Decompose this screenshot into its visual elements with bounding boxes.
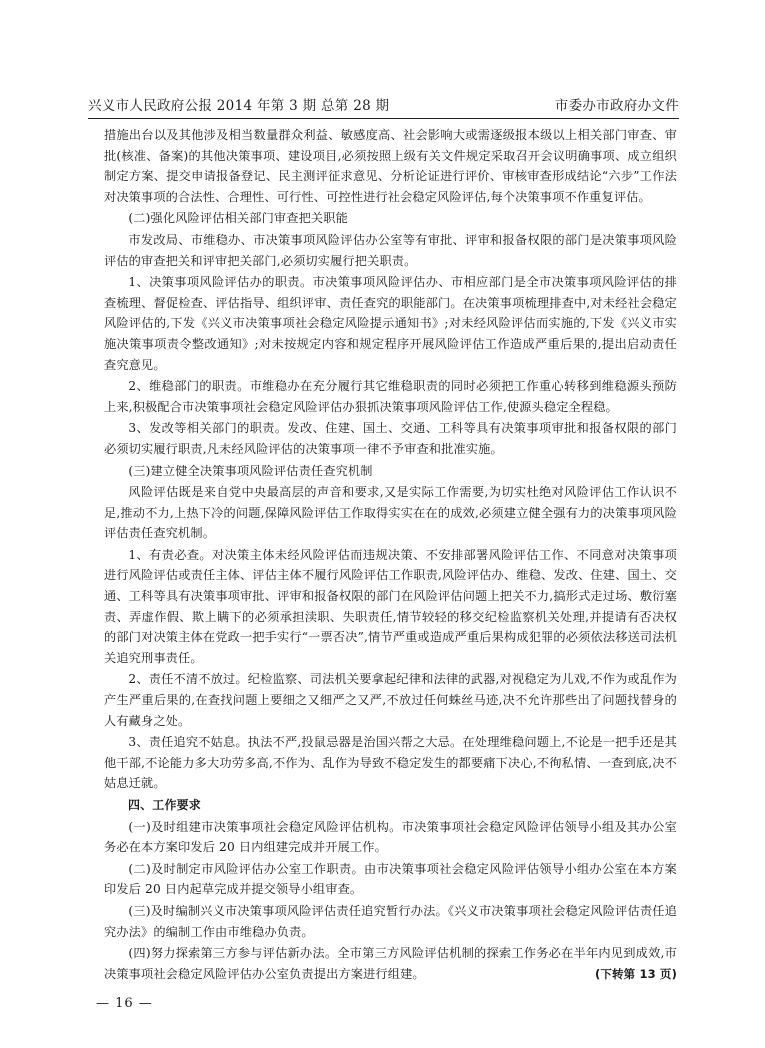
body-paragraph: (二)及时制定市风险评估办公室工作职责。由市决策事项社会稳定风险评估领导小组办公室在本方案印发后 20 日内起草完成并提交领导小组审查。	[104, 861, 677, 897]
body-paragraph: 2、责任不清不放过。纪检监察、司法机关要拿起纪律和法律的武器,对视稳定为儿戏,不作为或乱作为产生严重后果的,在查找问题上要细之又细严之又严,不放过任何蛛丝马迹,决不允许那些出了问题找替身的人有藏身之处。	[104, 672, 677, 728]
page-header	[88, 90, 679, 119]
document-body	[104, 125, 677, 985]
body-paragraph: 1、决策事项风险评估办的职责。市决策事项风险评估办、市相应部门是全市决策事项风险评估的排查梳理、督促检查、评估指导、组织评审、责任查究的职能部门。在决策事项梳理排查中,对未经社会稳定风险评估的,下发《兴义市决策事项社会稳定风险提示通知书》;对未经风险评估而实施的,下发《兴义市实施决策事项责令整改通知》;对未按规定内容和规定程序开展风险评估工作造成严重后果的,提出启动责任查究意见。	[104, 275, 677, 372]
page-number: — 16 —	[96, 996, 153, 1011]
subsection-heading: (三)建立健全决策事项风险评估责任查究机制	[128, 463, 373, 478]
body-paragraph-text: (四)努力探索第三方参与评估新办法。全市第三方风险评估机制的探索工作务必在半年内见到成效,市决策事项社会稳定风险评估办公室负责提出方案进行组建。	[104, 946, 677, 981]
body-paragraph: (三)及时编制兴义市决策事项风险评估责任追究暂行办法。《兴义市决策事项社会稳定风险评估责任追究办法》的编制工作由市维稳办负责。	[104, 903, 677, 939]
body-paragraph: 1、有责必查。对决策主体未经风险评估而违规决策、不安排部署风险评估工作、不同意对决策事项进行风险评估或责任主体、评估主体不履行风险评估工作职责,风险评估办、维稳、发改、住建、国土、交通、工科等具有决策事项审批、评审和报备权限的部门在风险评估问题上把关不力,搞形式走过场、敷衍塞责、弄虚作假、欺上瞒下的必须承担渎职、失职责任,情节较轻的移交纪检监察机关处理,并提请有否决权的部门对决策主体在党政一把手实行“一票否决”,情节严重或造成严重后果构成犯罪的必须依法移送司法机关追究刑事责任。	[104, 547, 677, 665]
body-paragraph: 3、责任追究不姑息。执法不严,投鼠忌器是治国兴帮之大忌。在处理维稳问题上,不论是一把手还是其他干部,不论能力多大功劳多高,不作为、乱作为导致不稳定发生的都要痛下决心,不徇私情、一查到底,决不姑息迁就。	[104, 735, 677, 791]
subsection-heading: (二)强化风险评估相关部门审查把关职能	[128, 211, 348, 226]
body-paragraph	[104, 943, 677, 984]
body-paragraph: 风险评估既是来自党中央最高层的声音和要求,又是实际工作需要,为切实杜绝对风险评估工作认识不足,推动不力,上热下冷的问题,保障风险评估工作取得实实在在的成效,必须建立健全强有力的决策事项风险评估责任查究机制。	[104, 485, 677, 541]
body-paragraph: 2、维稳部门的职责。市维稳办在充分履行其它维稳职责的同时必须把工作重心转移到维稳源头预防上来,积极配合市决策事项社会稳定风险评估办狠抓决策事项风险评估工作,使源头稳定全程稳。	[104, 379, 677, 414]
header-section: 市委办市政府办文件	[554, 98, 679, 114]
body-paragraph: 市发改局、市维稳办、市决策事项风险评估办公室等有审批、评审和报备权限的部门是决策事项风险评估的审查把关和评审把关部门,必须切实履行把关职责。	[104, 232, 677, 268]
body-paragraph: (一)及时组建市决策事项社会稳定风险评估机构。市决策事项社会稳定风险评估领导小组及其办公室务必在本方案印发后 20 日内组建完成并开展工作。	[104, 819, 677, 855]
header-publication: 兴义市人民政府公报 2014 年第 3 期 总第 28 期	[88, 98, 390, 114]
body-paragraph: 措施出台以及其他涉及相当数量群众利益、敏感度高、社会影响大或需逐级报本级以上相关部门审查、审批(核准、备案)的其他决策事项、建设项目,必须按照上级有关文件规定采取召开会议明确事项、成立组织制定方案、提交申请报备登记、民主测评征求意见、分析论证进行评价、审核审查形成结论“六步”工作法对决策事项的合法性、合理性、可行性、可控性进行社会稳定风险评估,每个决策事项不作重复评估。	[104, 128, 677, 204]
body-paragraph: 3、发改等相关部门的职责。发改、住建、国土、交通、工科等具有决策事项审批和报备权限的部门必须切实履行职责,凡未经风险评估的决策事项一律不予审查和批准实施。	[104, 421, 677, 456]
continuation-note: (下转第 13 页)	[594, 966, 677, 981]
section-heading: 四、工作要求	[128, 798, 201, 812]
